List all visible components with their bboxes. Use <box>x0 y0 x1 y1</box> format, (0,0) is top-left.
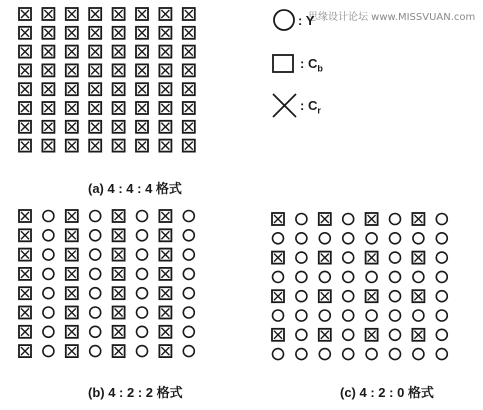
luma-sample-icon <box>296 252 307 263</box>
chroma-sample-icon <box>136 46 148 58</box>
chroma-sample-icon <box>19 345 31 357</box>
chroma-sample-icon <box>136 121 148 133</box>
luma-sample-icon <box>366 233 377 244</box>
luma-sample-icon <box>137 249 148 260</box>
chroma-sample-icon <box>272 213 284 225</box>
chroma-sample-icon <box>66 140 78 152</box>
chroma-sample-icon <box>66 287 78 299</box>
chroma-sample-icon <box>19 27 31 39</box>
legend-cb-subscript: b <box>317 63 323 74</box>
chroma-sample-icon <box>183 102 195 114</box>
legend-cr-cross-icon <box>273 94 296 117</box>
chroma-sample-icon <box>42 8 54 20</box>
luma-sample-icon <box>390 271 401 282</box>
luma-sample-icon <box>343 310 354 321</box>
legend-cr-subscript: r <box>317 105 321 116</box>
luma-sample-icon <box>137 230 148 241</box>
chroma-sample-icon <box>183 64 195 76</box>
legend-y-text: : Y <box>298 13 315 28</box>
luma-sample-icon <box>43 307 54 318</box>
chroma-sample-icon <box>319 290 331 302</box>
luma-sample-icon <box>43 211 54 222</box>
chroma-sample-icon <box>19 46 31 58</box>
chroma-sample-icon <box>113 249 125 261</box>
chroma-sample-icon <box>136 83 148 95</box>
luma-sample-icon <box>413 271 424 282</box>
luma-sample-icon <box>137 211 148 222</box>
chroma-sample-icon <box>66 8 78 20</box>
luma-sample-icon <box>137 307 148 318</box>
chroma-sample-icon <box>113 27 125 39</box>
caption-444: (a) 4 : 4 : 4 格式 <box>88 181 182 196</box>
luma-sample-icon <box>296 233 307 244</box>
luma-sample-icon <box>90 326 101 337</box>
legend-y-circle-icon <box>274 10 294 30</box>
luma-sample-icon <box>436 310 447 321</box>
legend-cb-text: : C <box>300 56 318 71</box>
legend-cb-label <box>300 56 323 74</box>
luma-sample-icon <box>296 329 307 340</box>
chroma-sample-icon <box>42 121 54 133</box>
luma-sample-icon <box>43 346 54 357</box>
chroma-sample-icon <box>366 329 378 341</box>
chroma-sample-icon <box>366 252 378 264</box>
chroma-sample-icon <box>159 64 171 76</box>
chroma-sample-icon <box>272 290 284 302</box>
luma-sample-icon <box>90 249 101 260</box>
luma-sample-icon <box>183 268 194 279</box>
chroma-sample-icon <box>136 102 148 114</box>
luma-sample-icon <box>319 233 330 244</box>
luma-sample-icon <box>43 249 54 260</box>
chroma-sample-icon <box>19 249 31 261</box>
luma-sample-icon <box>343 252 354 263</box>
chroma-sample-icon <box>89 46 101 58</box>
chroma-sample-icon <box>89 102 101 114</box>
chroma-sample-icon <box>412 329 424 341</box>
chroma-sample-icon <box>19 140 31 152</box>
luma-sample-icon <box>43 326 54 337</box>
luma-sample-icon <box>413 233 424 244</box>
luma-sample-icon <box>273 310 284 321</box>
luma-sample-icon <box>183 288 194 299</box>
chroma-sample-icon <box>366 290 378 302</box>
luma-sample-icon <box>90 307 101 318</box>
chroma-sample-icon <box>272 329 284 341</box>
chroma-sample-icon <box>19 229 31 241</box>
luma-sample-icon <box>390 252 401 263</box>
chroma-sample-icon <box>42 102 54 114</box>
luma-sample-icon <box>296 291 307 302</box>
luma-sample-icon <box>343 291 354 302</box>
chroma-sample-icon <box>412 252 424 264</box>
luma-sample-icon <box>90 230 101 241</box>
chroma-sample-icon <box>66 46 78 58</box>
luma-sample-icon <box>43 268 54 279</box>
chroma-sample-icon <box>183 8 195 20</box>
chroma-sample-icon <box>89 121 101 133</box>
chroma-sample-icon <box>412 290 424 302</box>
chroma-sample-icon <box>66 229 78 241</box>
chroma-sample-icon <box>159 121 171 133</box>
chroma-sample-icon <box>159 326 171 338</box>
luma-sample-icon <box>183 230 194 241</box>
luma-sample-icon <box>273 233 284 244</box>
luma-sample-icon <box>343 214 354 225</box>
chroma-sample-icon <box>159 8 171 20</box>
chroma-sample-icon <box>136 27 148 39</box>
luma-sample-icon <box>343 233 354 244</box>
chroma-sample-icon <box>42 27 54 39</box>
chroma-sample-icon <box>159 287 171 299</box>
luma-sample-icon <box>390 329 401 340</box>
chroma-sample-icon <box>159 102 171 114</box>
chroma-sample-icon <box>113 229 125 241</box>
legend-cr-label <box>300 98 321 116</box>
luma-sample-icon <box>413 349 424 360</box>
chroma-sample-icon <box>42 140 54 152</box>
grid-422 <box>19 210 194 357</box>
chroma-sample-icon <box>366 213 378 225</box>
chroma-sample-icon <box>66 268 78 280</box>
luma-sample-icon <box>436 329 447 340</box>
luma-sample-icon <box>366 310 377 321</box>
chroma-sample-icon <box>19 307 31 319</box>
luma-sample-icon <box>436 291 447 302</box>
chroma-sample-icon <box>183 27 195 39</box>
chroma-sample-icon <box>42 46 54 58</box>
chroma-sample-icon <box>89 83 101 95</box>
caption-420: (c) 4 : 2 : 0 格式 <box>340 385 434 400</box>
luma-sample-icon <box>390 233 401 244</box>
chroma-sample-icon <box>159 140 171 152</box>
luma-sample-icon <box>43 288 54 299</box>
chroma-sample-icon <box>319 329 331 341</box>
luma-sample-icon <box>90 288 101 299</box>
luma-sample-icon <box>436 214 447 225</box>
chroma-sample-icon <box>113 287 125 299</box>
chroma-sample-icon <box>66 27 78 39</box>
luma-sample-icon <box>90 268 101 279</box>
chroma-sample-icon <box>113 345 125 357</box>
chroma-sample-icon <box>159 83 171 95</box>
legend-cr-text: : C <box>300 98 318 113</box>
chroma-sample-icon <box>19 64 31 76</box>
luma-sample-icon <box>436 252 447 263</box>
luma-sample-icon <box>319 271 330 282</box>
chroma-sample-icon <box>19 8 31 20</box>
chroma-sample-icon <box>159 249 171 261</box>
luma-sample-icon <box>436 271 447 282</box>
luma-sample-icon <box>183 211 194 222</box>
luma-sample-icon <box>366 349 377 360</box>
luma-sample-icon <box>296 271 307 282</box>
grid-420 <box>272 213 447 360</box>
chroma-sample-icon <box>19 102 31 114</box>
luma-sample-icon <box>273 271 284 282</box>
chroma-sample-icon <box>66 345 78 357</box>
chroma-sample-icon <box>66 326 78 338</box>
legend <box>273 10 296 117</box>
chroma-sample-icon <box>66 249 78 261</box>
chroma-sample-icon <box>66 307 78 319</box>
chroma-sample-icon <box>66 83 78 95</box>
chroma-sample-icon <box>183 83 195 95</box>
luma-sample-icon <box>296 214 307 225</box>
chroma-sample-icon <box>19 287 31 299</box>
chroma-sample-icon <box>19 210 31 222</box>
chroma-sample-icon <box>42 64 54 76</box>
chroma-sample-icon <box>159 27 171 39</box>
luma-sample-icon <box>137 268 148 279</box>
chroma-sample-icon <box>113 83 125 95</box>
luma-sample-icon <box>319 349 330 360</box>
luma-sample-icon <box>390 349 401 360</box>
chroma-sample-icon <box>19 326 31 338</box>
luma-sample-icon <box>390 310 401 321</box>
chroma-sample-icon <box>183 140 195 152</box>
caption-422: (b) 4 : 2 : 2 格式 <box>88 385 183 400</box>
chroma-sample-icon <box>159 229 171 241</box>
luma-sample-icon <box>137 288 148 299</box>
chroma-sample-icon <box>89 8 101 20</box>
luma-sample-icon <box>90 211 101 222</box>
chroma-sample-icon <box>113 210 125 222</box>
luma-sample-icon <box>296 349 307 360</box>
chroma-sample-icon <box>319 213 331 225</box>
luma-sample-icon <box>343 349 354 360</box>
luma-sample-icon <box>273 349 284 360</box>
chroma-sample-icon <box>412 213 424 225</box>
luma-sample-icon <box>436 233 447 244</box>
luma-sample-icon <box>366 271 377 282</box>
chroma-sample-icon <box>19 121 31 133</box>
chroma-sample-icon <box>159 210 171 222</box>
legend-cb-square-icon <box>273 55 293 72</box>
luma-sample-icon <box>413 310 424 321</box>
chroma-sample-icon <box>136 140 148 152</box>
chroma-sample-icon <box>113 102 125 114</box>
chroma-sample-icon <box>113 46 125 58</box>
chroma-sample-icon <box>159 345 171 357</box>
luma-sample-icon <box>137 346 148 357</box>
chroma-sample-icon <box>159 46 171 58</box>
chroma-sample-icon <box>113 326 125 338</box>
chroma-sample-icon <box>66 102 78 114</box>
chroma-sample-icon <box>136 64 148 76</box>
legend-y-label <box>298 13 314 28</box>
luma-sample-icon <box>43 230 54 241</box>
luma-sample-icon <box>319 310 330 321</box>
chroma-sample-icon <box>113 307 125 319</box>
chroma-sample-icon <box>89 27 101 39</box>
chroma-sample-icon <box>113 268 125 280</box>
luma-sample-icon <box>137 326 148 337</box>
luma-sample-icon <box>90 346 101 357</box>
chroma-sample-icon <box>19 83 31 95</box>
luma-sample-icon <box>343 329 354 340</box>
chroma-sample-icon <box>66 64 78 76</box>
chroma-sample-icon <box>42 83 54 95</box>
luma-sample-icon <box>436 349 447 360</box>
chroma-sample-icon <box>66 121 78 133</box>
luma-sample-icon <box>390 291 401 302</box>
chroma-sample-icon <box>113 121 125 133</box>
chroma-sample-icon <box>113 8 125 20</box>
luma-sample-icon <box>343 271 354 282</box>
chroma-sample-icon <box>89 140 101 152</box>
luma-sample-icon <box>183 346 194 357</box>
chroma-sample-icon <box>136 8 148 20</box>
chroma-sample-icon <box>19 268 31 280</box>
chroma-sample-icon <box>183 46 195 58</box>
luma-sample-icon <box>390 214 401 225</box>
luma-sample-icon <box>183 249 194 260</box>
luma-sample-icon <box>183 307 194 318</box>
grid-444 <box>19 8 195 152</box>
chroma-sample-icon <box>66 210 78 222</box>
chroma-sample-icon <box>113 64 125 76</box>
chroma-sample-icon <box>272 252 284 264</box>
watermark-text: 思缘设计论坛 www.MISSVUAN.com <box>308 12 476 23</box>
chroma-sample-icon <box>159 307 171 319</box>
chroma-sample-icon <box>159 268 171 280</box>
chroma-sample-icon <box>319 252 331 264</box>
luma-sample-icon <box>296 310 307 321</box>
chroma-sample-icon <box>89 64 101 76</box>
chroma-sample-icon <box>113 140 125 152</box>
chroma-sample-icon <box>183 121 195 133</box>
luma-sample-icon <box>183 326 194 337</box>
